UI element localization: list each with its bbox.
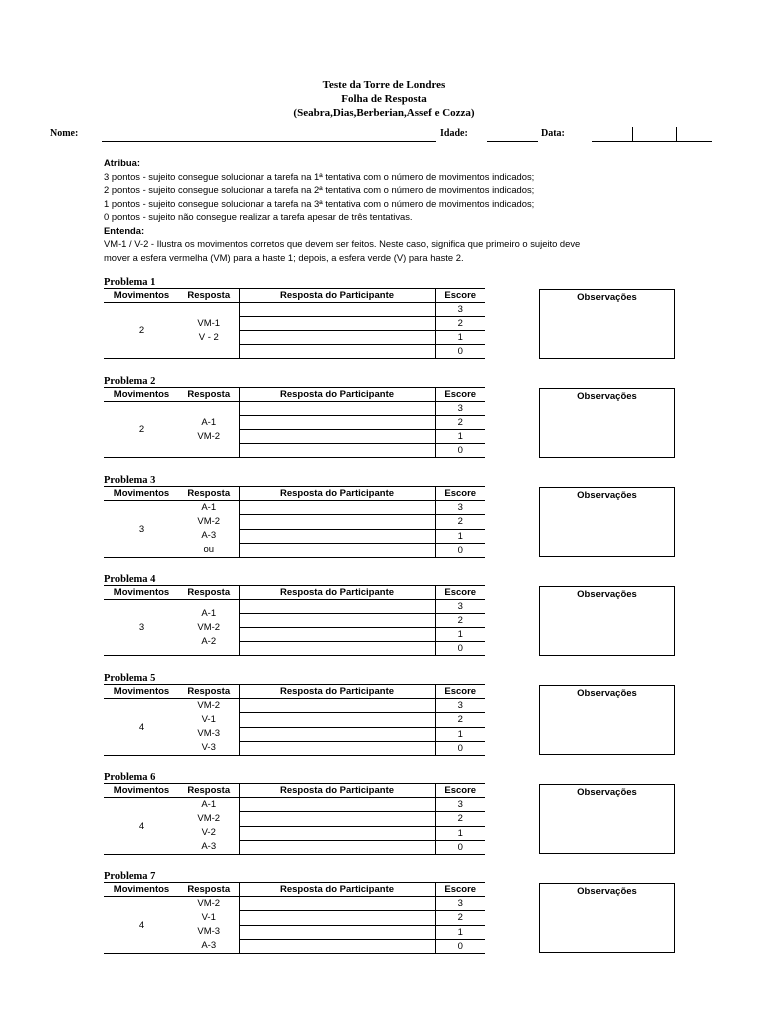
observations-box[interactable] [539, 487, 675, 557]
movements-count: 4 [104, 699, 179, 756]
movements-count: 3 [104, 501, 179, 558]
observations-label: Observações [577, 688, 637, 699]
movements-count: 2 [104, 303, 179, 359]
observations-label: Observações [577, 589, 637, 600]
participant-response-field[interactable] [239, 713, 435, 727]
movements-count: 2 [104, 402, 179, 458]
name-label: Nome: [50, 128, 79, 139]
name-field[interactable] [102, 141, 436, 142]
expected-move: VM-2 [197, 813, 221, 824]
response-header: Resposta [179, 784, 239, 798]
expected-move: ou [203, 544, 215, 555]
score-option[interactable]: 0 [435, 642, 485, 656]
problem-title: Problema 6 [104, 772, 156, 783]
participant-response-field[interactable] [239, 331, 435, 345]
response-header: Resposta [179, 388, 239, 402]
participant-response-field[interactable] [239, 303, 435, 317]
attribute-heading: Atribua: [104, 157, 140, 168]
participant-response-field[interactable] [239, 699, 435, 713]
score-option[interactable]: 0 [435, 444, 485, 458]
score-header: Escore [435, 883, 485, 897]
participant-response-field[interactable] [239, 317, 435, 331]
participant-response-field[interactable] [239, 840, 435, 854]
expected-move: VM-2 [197, 898, 221, 909]
response-header: Resposta [179, 487, 239, 501]
document-header [0, 78, 768, 120]
problem-table [104, 486, 485, 558]
participant-response-field[interactable] [239, 911, 435, 925]
document-subtitle: Folha de Resposta [341, 93, 427, 105]
movements-count: 4 [104, 897, 179, 954]
movements-header: Movimentos [104, 586, 179, 600]
movements-header: Movimentos [104, 487, 179, 501]
participant-response-field[interactable] [239, 826, 435, 840]
participant-response-field[interactable] [239, 614, 435, 628]
score-option[interactable]: 2 [435, 911, 485, 925]
problem-block [104, 871, 714, 961]
expected-move: A-1 [201, 799, 217, 810]
movements-header: Movimentos [104, 883, 179, 897]
participant-response-field[interactable] [239, 798, 435, 812]
score-option[interactable]: 0 [435, 345, 485, 359]
expected-move: A-3 [201, 940, 217, 951]
participant-response-field[interactable] [239, 501, 435, 515]
problem-table [104, 387, 485, 458]
score-header: Escore [435, 586, 485, 600]
observations-box[interactable] [539, 883, 675, 953]
participant-response-field[interactable] [239, 642, 435, 656]
score-option[interactable]: 1 [435, 727, 485, 741]
participant-response-field[interactable] [239, 529, 435, 543]
problem-block [104, 574, 714, 664]
participant-response-header: Resposta do Participante [239, 784, 435, 798]
expected-move: A-3 [201, 841, 217, 852]
score-option[interactable]: 2 [435, 515, 485, 529]
score-option[interactable]: 0 [435, 741, 485, 755]
expected-response [179, 798, 239, 855]
participant-response-field[interactable] [239, 416, 435, 430]
score-option[interactable]: 1 [435, 628, 485, 642]
participant-response-field[interactable] [239, 402, 435, 416]
expected-move: A-1 [201, 607, 217, 619]
problem-title: Problema 1 [104, 277, 156, 288]
score-option[interactable]: 2 [435, 416, 485, 430]
score-option[interactable]: 2 [435, 812, 485, 826]
expected-response [179, 402, 239, 458]
observations-label: Observações [577, 391, 637, 402]
expected-move: V - 2 [198, 331, 219, 343]
problem-block [104, 376, 714, 466]
date-field[interactable] [592, 141, 712, 142]
score-option[interactable]: 1 [435, 529, 485, 543]
score-option[interactable]: 0 [435, 543, 485, 557]
problem-table [104, 882, 485, 954]
problem-table [104, 585, 485, 656]
point-rule: 3 pontos - sujeito consegue solucionar a tarefa na 1ª tentativa com o número de movimentos indicados; [104, 170, 535, 182]
response-header: Resposta [179, 586, 239, 600]
problem-block [104, 772, 714, 862]
observations-label: Observações [577, 886, 637, 897]
score-option[interactable]: 3 [435, 402, 485, 416]
problem-block [104, 475, 714, 565]
date-divider [676, 127, 677, 142]
movements-header: Movimentos [104, 685, 179, 699]
observations-label: Observações [577, 787, 637, 798]
observations-box[interactable] [539, 685, 675, 755]
expected-move: VM-2 [197, 516, 221, 527]
expected-move: VM-3 [197, 926, 221, 937]
score-header: Escore [435, 289, 485, 303]
expected-move: VM-2 [197, 621, 221, 633]
movements-count: 3 [104, 600, 179, 656]
document-authors: (Seabra,Dias,Berberian,Assef e Cozza) [293, 107, 475, 119]
response-header: Resposta [179, 289, 239, 303]
expected-move: V-1 [201, 912, 216, 923]
participant-response-field[interactable] [239, 741, 435, 755]
point-rule: 0 pontos - sujeito não consegue realizar a tarefa apesar de três tentativas. [104, 211, 413, 222]
score-option[interactable]: 3 [435, 600, 485, 614]
observations-label: Observações [577, 292, 637, 303]
score-option[interactable]: 1 [435, 331, 485, 345]
expected-move: A-3 [201, 530, 217, 541]
expected-move: VM-1 [197, 317, 221, 329]
participant-response-field[interactable] [239, 430, 435, 444]
observations-box[interactable] [539, 289, 675, 359]
understand-heading: Entenda: [104, 224, 145, 236]
score-option[interactable]: 3 [435, 303, 485, 317]
participant-response-header: Resposta do Participante [239, 883, 435, 897]
participant-response-field[interactable] [239, 628, 435, 642]
problem-title: Problema 2 [104, 376, 156, 387]
movements-header: Movimentos [104, 784, 179, 798]
participant-response-header: Resposta do Participante [239, 289, 435, 303]
problem-table [104, 783, 485, 855]
participant-response-header: Resposta do Participante [239, 685, 435, 699]
expected-move: VM-3 [197, 728, 221, 739]
problem-table [104, 288, 485, 359]
age-label: Idade: [440, 128, 468, 139]
problem-title: Problema 5 [104, 673, 156, 684]
participant-response-field[interactable] [239, 600, 435, 614]
age-field[interactable] [487, 141, 538, 142]
score-option[interactable]: 3 [435, 897, 485, 911]
participant-response-field[interactable] [239, 925, 435, 939]
participant-response-field[interactable] [239, 939, 435, 953]
movements-header: Movimentos [104, 289, 179, 303]
expected-response [179, 600, 239, 656]
score-header: Escore [435, 487, 485, 501]
problem-title: Problema 3 [104, 475, 156, 486]
score-option[interactable]: 0 [435, 840, 485, 854]
participant-response-header: Resposta do Participante [239, 586, 435, 600]
participant-response-field[interactable] [239, 543, 435, 557]
point-rule: 2 pontos - sujeito consegue solucionar a tarefa na 2ª tentativa com o número de movimentos indicados; [104, 184, 535, 195]
document-title: Teste da Torre de Londres [322, 79, 446, 91]
expected-move: A-1 [201, 502, 217, 513]
participant-response-field[interactable] [239, 444, 435, 458]
expected-move: V-1 [201, 714, 216, 725]
expected-move: A-2 [201, 635, 217, 647]
participant-response-header: Resposta do Participante [239, 388, 435, 402]
participant-response-field[interactable] [239, 727, 435, 741]
observations-box[interactable] [539, 388, 675, 458]
participant-response-header: Resposta do Participante [239, 487, 435, 501]
observations-box[interactable] [539, 586, 675, 656]
score-option[interactable]: 2 [435, 713, 485, 727]
score-option[interactable]: 3 [435, 798, 485, 812]
expected-response [179, 501, 239, 558]
point-rule: 1 pontos - sujeito consegue solucionar a tarefa na 3ª tentativa com o número de movimentos indicados; [104, 197, 535, 209]
participant-response-field[interactable] [239, 897, 435, 911]
expected-response [179, 303, 239, 359]
observations-box[interactable] [539, 784, 675, 854]
date-label: Data: [541, 128, 565, 139]
score-option[interactable]: 1 [435, 826, 485, 840]
instructions [104, 156, 604, 264]
problem-title: Problema 4 [104, 574, 156, 585]
expected-move: A-1 [201, 416, 217, 428]
response-header: Resposta [179, 685, 239, 699]
response-header: Resposta [179, 883, 239, 897]
score-option[interactable]: 3 [435, 699, 485, 713]
score-option[interactable]: 2 [435, 614, 485, 628]
expected-move: V-2 [201, 827, 216, 838]
expected-response [179, 699, 239, 756]
participant-response-field[interactable] [239, 515, 435, 529]
score-option[interactable]: 0 [435, 939, 485, 953]
movements-count: 4 [104, 798, 179, 855]
score-header: Escore [435, 685, 485, 699]
expected-move: VM-2 [197, 430, 221, 442]
understand-text: VM-1 / V-2 - Ilustra os movimentos corretos que devem ser feitos. Neste caso, significa que primeiro o sujeito deve mover a esfera vermelha (VM) para a haste 1; depois, a esfera verde (V) para haste 2. [104, 238, 581, 263]
expected-move: VM-2 [197, 700, 221, 711]
score-option[interactable]: 1 [435, 925, 485, 939]
score-header: Escore [435, 388, 485, 402]
problem-title: Problema 7 [104, 871, 156, 882]
participant-response-field[interactable] [239, 812, 435, 826]
score-option[interactable]: 1 [435, 430, 485, 444]
expected-move: V-3 [201, 742, 216, 753]
score-option[interactable]: 3 [435, 501, 485, 515]
score-header: Escore [435, 784, 485, 798]
observations-label: Observações [577, 490, 637, 501]
problem-block [104, 673, 714, 763]
problem-table [104, 684, 485, 756]
movements-header: Movimentos [104, 388, 179, 402]
expected-response [179, 897, 239, 954]
date-divider [632, 127, 633, 142]
participant-response-field[interactable] [239, 345, 435, 359]
problem-block [104, 277, 714, 367]
score-option[interactable]: 2 [435, 317, 485, 331]
